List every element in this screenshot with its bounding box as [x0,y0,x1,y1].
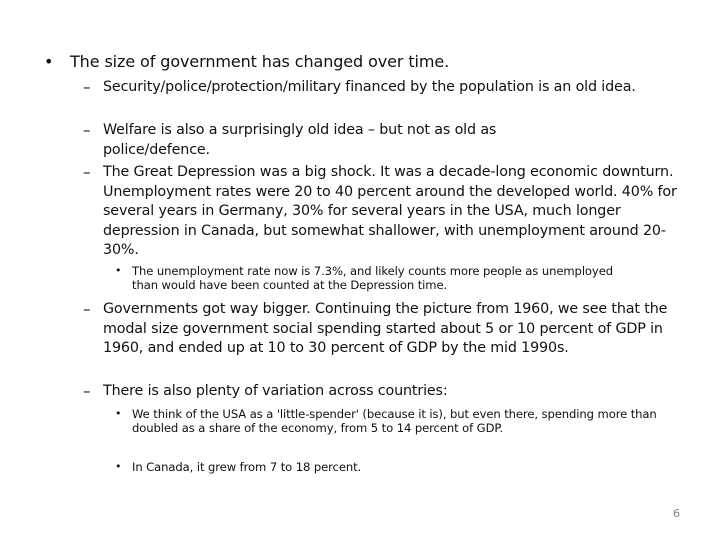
dash-marker: – [83,121,91,139]
bullet-marker: • [44,52,54,71]
sub-bullet-variation [83,382,693,402]
sub-bullet-text: The Great Depression was a big shock. It was a decade-long economic downturn. Unemployment rates were 20 to 40 percent around the developed world. 40% for several years in Germany, 30% for several years in the USA, much longer depression in Canada, but somewhat shallower, with unemployment around 20-30%. [103,164,677,258]
sub-bullet-governments-bigger [83,300,693,359]
dash-marker: – [83,300,91,318]
sub-sub-bullet-canada [115,460,682,474]
main-bullet-text: The size of government has changed over time. [70,52,450,71]
sub-bullet-security [83,78,693,98]
page-number: 6 [673,507,680,520]
sub-bullet-text: Governments got way bigger. Continuing the picture from 1960, we see that the modal size government social spending started about 5 or 10 percent of GDP in 1960, and ended up at 10 to 30 percent of GDP by the mid 1990s. [103,301,668,356]
sub-bullet-text: Security/police/protection/military financed by the population is an old idea. [103,79,636,95]
bullet-marker: • [115,407,122,420]
sub-sub-bullet-usa [115,407,682,435]
sub-sub-bullet-text: In Canada, it grew from 7 to 18 percent. [132,460,362,474]
sub-bullet-welfare [83,121,563,160]
sub-bullet-text: Welfare is also a surprisingly old idea – but not as old as police/defence. [103,122,497,158]
bullet-marker: • [115,264,122,277]
sub-sub-bullet-unemployment-now [115,264,642,292]
dash-marker: – [83,78,91,96]
bullet-marker: • [115,460,122,473]
dash-marker: – [83,382,91,400]
dash-marker: – [83,163,91,181]
main-bullet [44,52,690,72]
sub-bullet-great-depression [83,163,693,261]
sub-bullet-text: There is also plenty of variation across countries: [103,383,448,399]
sub-sub-bullet-text: We think of the USA as a 'little-spender' (because it is), but even there, spending more than doubled as a share of the economy, from 5 to 14 percent of GDP. [132,407,657,435]
sub-sub-bullet-text: The unemployment rate now is 7.3%, and likely counts more people as unemployed than would have been counted at the Depression time. [132,264,613,292]
